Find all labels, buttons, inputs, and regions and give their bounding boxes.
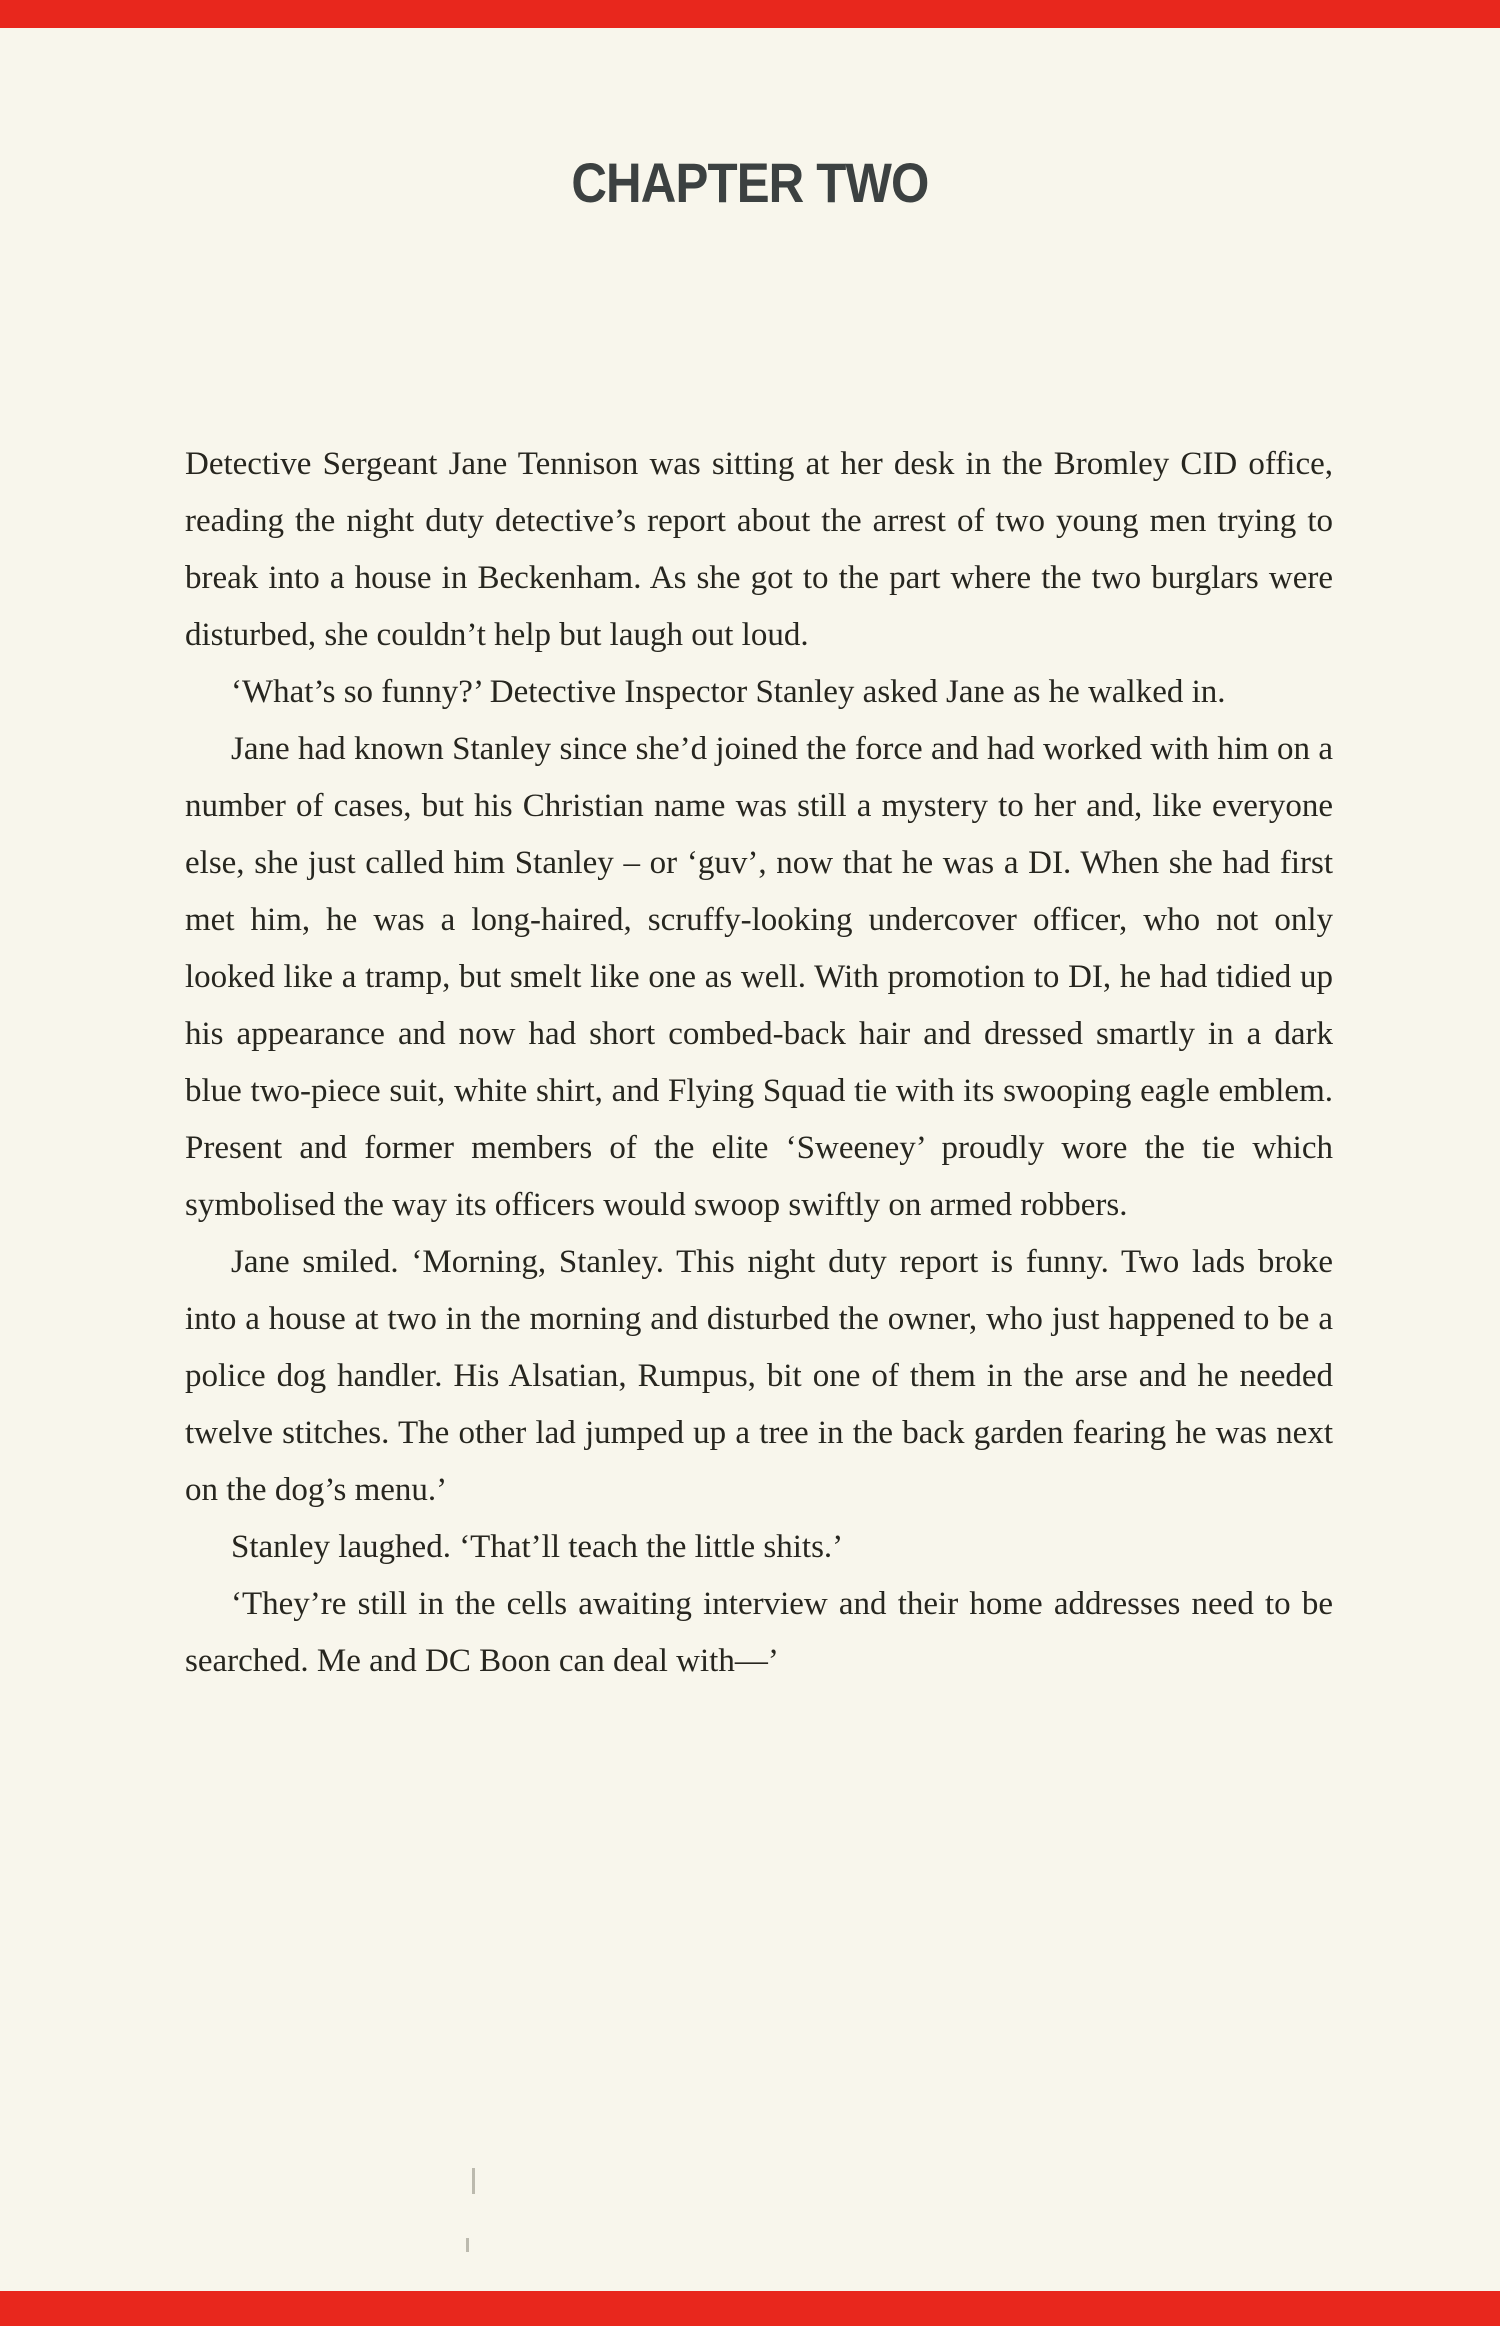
book-page xyxy=(0,28,1500,2291)
chapter-heading-text: CHAPTER TWO xyxy=(571,151,929,214)
paragraph: Jane had known Stanley since she’d joined the force and had worked with him on a number of cases, but his Christian name was still a mystery to her and, like everyone else, she just called him Stanley – or ‘guv’, now that he was a DI. When she had first met him, he was a long-haired, scruffy-looking undercover officer, who not only looked like a tramp, but smelt like one as well. With promotion to DI, he had tidied up his appearance and now had short combed-back hair and dressed smartly in a dark blue two-piece suit, white shirt, and Flying Squad tie with its swooping eagle emblem. Present and former members of the elite ‘Sweeney’ proudly wore the tie which symbolised the way its officers would swoop swiftly on armed robbers. xyxy=(185,731,1333,1223)
top-red-border xyxy=(0,0,1500,28)
scan-artifact xyxy=(472,2168,475,2194)
paragraph: Jane smiled. ‘Morning, Stanley. This night duty report is funny. Two lads broke into a house at two in the morning and disturbed the owner, who just happened to be a police dog handler. His Alsatian, Rumpus, bit one of them in the arse and he needed twelve stitches. The other lad jumped up a tree in the back garden fearing he was next on the dog’s menu.’ xyxy=(185,1244,1333,1508)
paragraph: Detective Sergeant Jane Tennison was sitting at her desk in the Bromley CID office, reading the night duty detective’s report about the arrest of two young men trying to break into a house in Beckenham. As she got to the part where the two burglars were disturbed, she couldn’t help but laugh out loud. xyxy=(185,446,1333,653)
paragraph: ‘They’re still in the cells awaiting interview and their home addresses need to be searched. Me and DC Boon can deal with—’ xyxy=(185,1586,1333,1679)
body-text-block xyxy=(185,436,1333,1690)
chapter-heading xyxy=(0,150,1500,215)
scan-artifact xyxy=(466,2238,469,2252)
paragraph: ‘What’s so funny?’ Detective Inspector Stanley asked Jane as he walked in. xyxy=(231,674,1226,710)
paragraph: Stanley laughed. ‘That’ll teach the little shits.’ xyxy=(231,1529,844,1565)
bottom-red-border xyxy=(0,2291,1500,2326)
